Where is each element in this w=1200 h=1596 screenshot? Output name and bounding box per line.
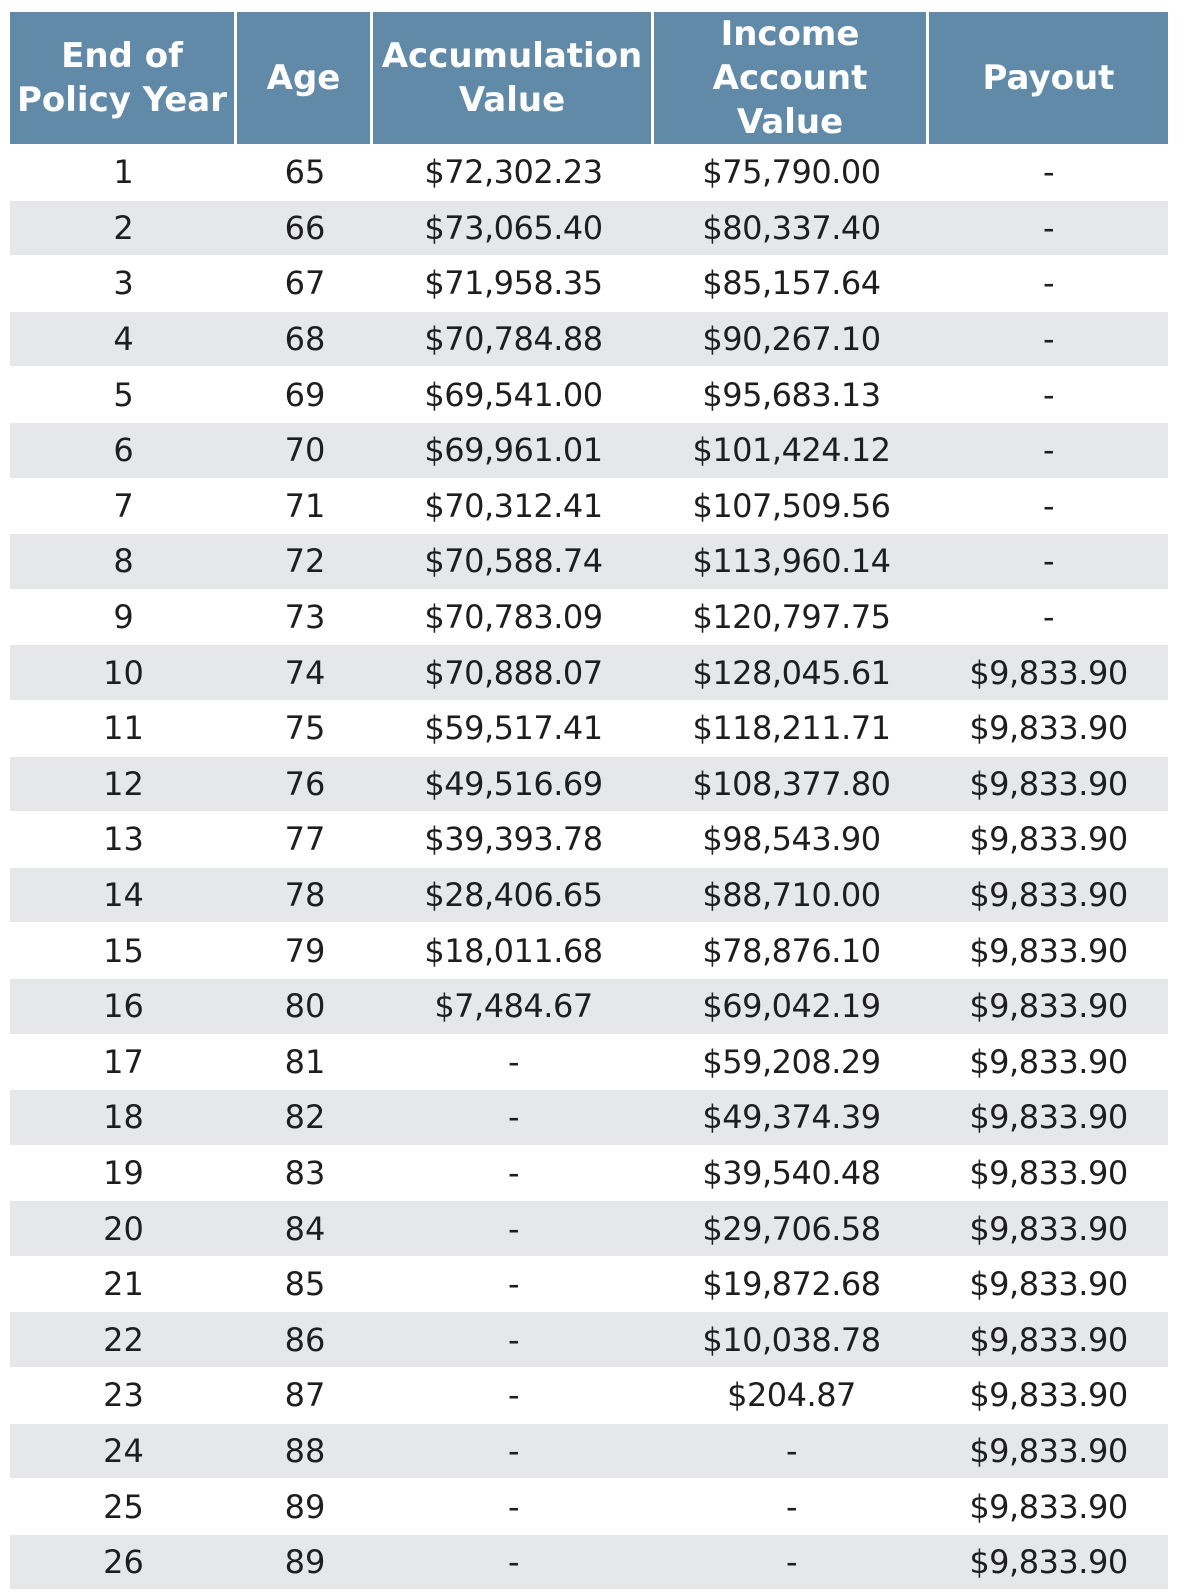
header-row (10, 12, 1168, 144)
header-accumulation-value (373, 12, 654, 144)
cell-payout: $9,833.90 (929, 1034, 1168, 1090)
cell-age: 77 (237, 811, 373, 867)
cell-payout: $9,833.90 (929, 1423, 1168, 1479)
header-label-line: Account Value (712, 58, 868, 142)
cell-accumulation-value: $59,517.41 (373, 700, 654, 756)
table-row (10, 922, 1168, 978)
cell-accumulation-value: - (373, 1089, 654, 1145)
cell-policy-year: 2 (10, 200, 237, 256)
cell-income-account-value: - (654, 1478, 929, 1534)
table-row (10, 255, 1168, 311)
cell-age: 84 (237, 1200, 373, 1256)
header-label-line: Policy Year (16, 80, 227, 120)
cell-accumulation-value: - (373, 1534, 654, 1590)
cell-accumulation-value: $69,961.01 (373, 422, 654, 478)
cell-accumulation-value: $49,516.69 (373, 756, 654, 812)
table-row (10, 867, 1168, 923)
cell-accumulation-value: $7,484.67 (373, 978, 654, 1034)
cell-policy-year: 7 (10, 478, 237, 534)
cell-accumulation-value: $70,888.07 (373, 644, 654, 700)
header-label-line: Payout (982, 58, 1115, 98)
cell-accumulation-value: - (373, 1256, 654, 1312)
table-row (10, 1534, 1168, 1590)
cell-accumulation-value: $39,393.78 (373, 811, 654, 867)
cell-policy-year: 26 (10, 1534, 237, 1590)
table-row (10, 1034, 1168, 1090)
cell-income-account-value: $10,038.78 (654, 1311, 929, 1367)
cell-age: 80 (237, 978, 373, 1034)
cell-income-account-value: $113,960.14 (654, 533, 929, 589)
cell-payout: $9,833.90 (929, 644, 1168, 700)
header-label-line: End of (61, 36, 183, 76)
cell-income-account-value: - (654, 1534, 929, 1590)
illustration-table-container (10, 12, 1168, 1589)
cell-age: 70 (237, 422, 373, 478)
header-label-line: Age (266, 58, 341, 98)
cell-accumulation-value: $69,541.00 (373, 366, 654, 422)
table-row (10, 700, 1168, 756)
table-row (10, 1200, 1168, 1256)
cell-age: 87 (237, 1367, 373, 1423)
cell-age: 72 (237, 533, 373, 589)
cell-payout: - (929, 311, 1168, 367)
cell-policy-year: 18 (10, 1089, 237, 1145)
cell-age: 68 (237, 311, 373, 367)
cell-accumulation-value: $70,588.74 (373, 533, 654, 589)
cell-policy-year: 23 (10, 1367, 237, 1423)
header-label-line: Value (458, 80, 566, 120)
cell-age: 79 (237, 922, 373, 978)
cell-policy-year: 4 (10, 311, 237, 367)
cell-policy-year: 20 (10, 1200, 237, 1256)
cell-policy-year: 3 (10, 255, 237, 311)
cell-age: 86 (237, 1311, 373, 1367)
cell-income-account-value: - (654, 1423, 929, 1479)
cell-income-account-value: $39,540.48 (654, 1145, 929, 1201)
cell-policy-year: 19 (10, 1145, 237, 1201)
table-row (10, 311, 1168, 367)
cell-payout: $9,833.90 (929, 867, 1168, 923)
cell-payout: - (929, 144, 1168, 200)
cell-accumulation-value: - (373, 1423, 654, 1479)
cell-age: 66 (237, 200, 373, 256)
cell-income-account-value: $204.87 (654, 1367, 929, 1423)
cell-policy-year: 25 (10, 1478, 237, 1534)
cell-accumulation-value: - (373, 1145, 654, 1201)
cell-age: 71 (237, 478, 373, 534)
cell-payout: - (929, 589, 1168, 645)
cell-income-account-value: $49,374.39 (654, 1089, 929, 1145)
table-row (10, 422, 1168, 478)
cell-payout: - (929, 422, 1168, 478)
cell-policy-year: 10 (10, 644, 237, 700)
table-body (10, 144, 1168, 1589)
cell-payout: $9,833.90 (929, 700, 1168, 756)
header-label-line: Income (720, 14, 860, 54)
cell-accumulation-value: $73,065.40 (373, 200, 654, 256)
cell-payout: $9,833.90 (929, 922, 1168, 978)
cell-age: 89 (237, 1478, 373, 1534)
cell-age: 75 (237, 700, 373, 756)
cell-accumulation-value: $70,783.09 (373, 589, 654, 645)
cell-policy-year: 8 (10, 533, 237, 589)
cell-income-account-value: $80,337.40 (654, 200, 929, 256)
cell-income-account-value: $128,045.61 (654, 644, 929, 700)
cell-income-account-value: $95,683.13 (654, 366, 929, 422)
cell-accumulation-value: $71,958.35 (373, 255, 654, 311)
table-row (10, 589, 1168, 645)
cell-accumulation-value: - (373, 1478, 654, 1534)
cell-income-account-value: $88,710.00 (654, 867, 929, 923)
cell-policy-year: 1 (10, 144, 237, 200)
cell-policy-year: 12 (10, 756, 237, 812)
cell-age: 76 (237, 756, 373, 812)
table-row (10, 756, 1168, 812)
cell-accumulation-value: $70,784.88 (373, 311, 654, 367)
policy-values-table (10, 12, 1168, 1589)
cell-policy-year: 11 (10, 700, 237, 756)
cell-payout: $9,833.90 (929, 1200, 1168, 1256)
cell-payout: $9,833.90 (929, 1534, 1168, 1590)
cell-income-account-value: $78,876.10 (654, 922, 929, 978)
header-end-of-policy-year (10, 12, 237, 144)
cell-accumulation-value: - (373, 1367, 654, 1423)
cell-policy-year: 17 (10, 1034, 237, 1090)
cell-accumulation-value: - (373, 1034, 654, 1090)
cell-policy-year: 21 (10, 1256, 237, 1312)
cell-age: 85 (237, 1256, 373, 1312)
header-payout (929, 12, 1168, 144)
cell-income-account-value: $75,790.00 (654, 144, 929, 200)
cell-income-account-value: $69,042.19 (654, 978, 929, 1034)
table-row (10, 1478, 1168, 1534)
cell-age: 89 (237, 1534, 373, 1590)
cell-income-account-value: $108,377.80 (654, 756, 929, 812)
cell-payout: $9,833.90 (929, 1311, 1168, 1367)
table-row (10, 1311, 1168, 1367)
table-row (10, 811, 1168, 867)
cell-accumulation-value: $28,406.65 (373, 867, 654, 923)
cell-payout: $9,833.90 (929, 1367, 1168, 1423)
cell-income-account-value: $118,211.71 (654, 700, 929, 756)
cell-income-account-value: $59,208.29 (654, 1034, 929, 1090)
cell-policy-year: 6 (10, 422, 237, 478)
cell-age: 88 (237, 1423, 373, 1479)
cell-age: 67 (237, 255, 373, 311)
cell-age: 74 (237, 644, 373, 700)
table-row (10, 1089, 1168, 1145)
cell-payout: - (929, 200, 1168, 256)
table-row (10, 144, 1168, 200)
table-row (10, 1423, 1168, 1479)
cell-age: 82 (237, 1089, 373, 1145)
cell-payout: - (929, 255, 1168, 311)
cell-income-account-value: $19,872.68 (654, 1256, 929, 1312)
header-label-line: Accumulation (381, 36, 643, 76)
header-income-account-value (654, 12, 929, 144)
table-row (10, 200, 1168, 256)
cell-accumulation-value: $72,302.23 (373, 144, 654, 200)
cell-payout: $9,833.90 (929, 811, 1168, 867)
table-row (10, 644, 1168, 700)
cell-accumulation-value: - (373, 1311, 654, 1367)
table-row (10, 1367, 1168, 1423)
cell-payout: - (929, 478, 1168, 534)
header-age (237, 12, 373, 144)
table-row (10, 1256, 1168, 1312)
table-row (10, 533, 1168, 589)
cell-policy-year: 13 (10, 811, 237, 867)
cell-payout: - (929, 366, 1168, 422)
cell-policy-year: 15 (10, 922, 237, 978)
cell-income-account-value: $85,157.64 (654, 255, 929, 311)
cell-policy-year: 22 (10, 1311, 237, 1367)
cell-payout: - (929, 533, 1168, 589)
cell-age: 69 (237, 366, 373, 422)
cell-policy-year: 16 (10, 978, 237, 1034)
cell-income-account-value: $107,509.56 (654, 478, 929, 534)
cell-income-account-value: $29,706.58 (654, 1200, 929, 1256)
table-row (10, 1145, 1168, 1201)
cell-age: 83 (237, 1145, 373, 1201)
cell-payout: $9,833.90 (929, 978, 1168, 1034)
cell-accumulation-value: - (373, 1200, 654, 1256)
cell-policy-year: 5 (10, 366, 237, 422)
cell-income-account-value: $90,267.10 (654, 311, 929, 367)
cell-payout: $9,833.90 (929, 1256, 1168, 1312)
cell-policy-year: 14 (10, 867, 237, 923)
cell-payout: $9,833.90 (929, 756, 1168, 812)
table-row (10, 978, 1168, 1034)
cell-payout: $9,833.90 (929, 1145, 1168, 1201)
cell-payout: $9,833.90 (929, 1089, 1168, 1145)
cell-age: 78 (237, 867, 373, 923)
cell-payout: $9,833.90 (929, 1478, 1168, 1534)
cell-age: 65 (237, 144, 373, 200)
cell-age: 73 (237, 589, 373, 645)
cell-policy-year: 24 (10, 1423, 237, 1479)
cell-income-account-value: $120,797.75 (654, 589, 929, 645)
cell-accumulation-value: $18,011.68 (373, 922, 654, 978)
cell-age: 81 (237, 1034, 373, 1090)
table-row (10, 478, 1168, 534)
cell-income-account-value: $98,543.90 (654, 811, 929, 867)
cell-income-account-value: $101,424.12 (654, 422, 929, 478)
cell-policy-year: 9 (10, 589, 237, 645)
cell-accumulation-value: $70,312.41 (373, 478, 654, 534)
table-header (10, 12, 1168, 144)
table-row (10, 366, 1168, 422)
